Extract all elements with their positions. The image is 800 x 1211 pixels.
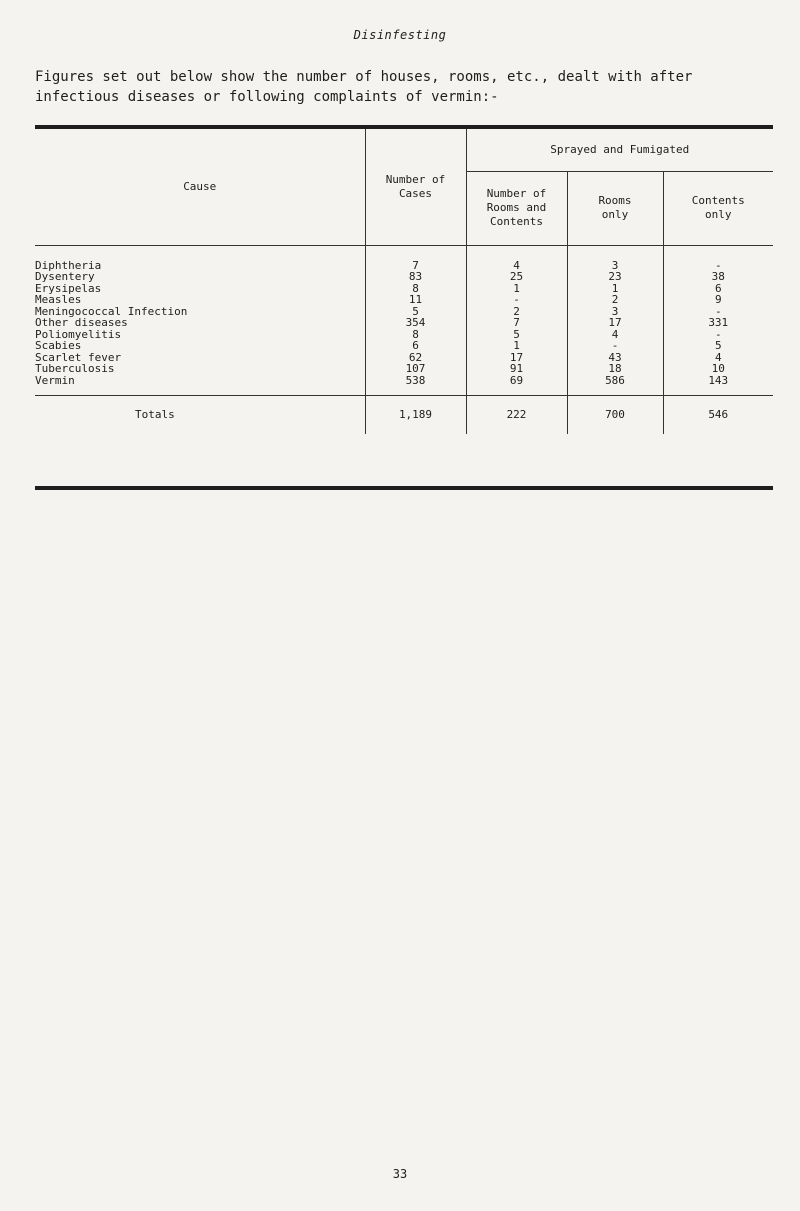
rooms-only-cell: 1: [567, 283, 663, 295]
rooms-only-cell: 2: [567, 294, 663, 306]
rooms-and-contents-cell: 2: [466, 306, 567, 318]
contents-only-cell: 143: [663, 375, 773, 387]
cause-cell: Scabies: [35, 339, 82, 352]
rooms-only-cell: 4: [567, 329, 663, 341]
contents-only-cell: -: [663, 306, 773, 318]
totals-cases: 1,189: [365, 396, 466, 435]
table-spacer-row: [35, 245, 773, 260]
rooms-and-contents-cell: 25: [466, 271, 567, 283]
header-sprayed-and-fumigated: Sprayed and Fumigated: [466, 129, 773, 171]
cases-cell: 107: [365, 363, 466, 375]
totals-row: [35, 396, 773, 435]
cases-cell: 11: [365, 294, 466, 306]
header-rooms-only: Rooms only: [567, 171, 663, 245]
rooms-only-cell: 17: [567, 317, 663, 329]
contents-only-cell: -: [663, 260, 773, 272]
contents-only-cell: 6: [663, 283, 773, 295]
table-bottom-rule: [35, 486, 773, 490]
rooms-and-contents-cell: 1: [466, 283, 567, 295]
rooms-and-contents-cell: 91: [466, 363, 567, 375]
contents-only-cell: -: [663, 329, 773, 341]
totals-contents-only: 546: [663, 396, 773, 435]
cases-cell: 354: [365, 317, 466, 329]
cases-cell: 62: [365, 352, 466, 364]
cases-cell: 7: [365, 260, 466, 272]
contents-only-cell: 9: [663, 294, 773, 306]
page-heading: Disinfesting: [353, 28, 447, 42]
intro-paragraph: Figures set out below show the number of houses, rooms, etc., dealt with after infectious diseases or following complaints of vermin:-: [35, 69, 693, 105]
table-row: [35, 306, 773, 318]
header-cause: Cause: [35, 129, 365, 245]
rooms-only-cell: 18: [567, 363, 663, 375]
rooms-and-contents-cell: -: [466, 294, 567, 306]
rooms-only-cell: 3: [567, 260, 663, 272]
contents-only-cell: 5: [663, 340, 773, 352]
table-row: [35, 283, 773, 295]
header-rooms-and-contents: Number of Rooms and Contents: [466, 171, 567, 245]
table-spacer-row: [35, 386, 773, 396]
cause-cell: Meningococcal Infection: [35, 304, 188, 318]
cause-cell: Tuberculosis: [35, 362, 115, 375]
totals-rooms-and-contents: 222: [466, 396, 567, 435]
cases-cell: 8: [365, 283, 466, 295]
rooms-only-cell: 43: [567, 352, 663, 364]
contents-only-cell: 331: [663, 317, 773, 329]
rooms-and-contents-cell: 1: [466, 340, 567, 352]
cases-cell: 6: [365, 340, 466, 352]
contents-only-cell: 38: [663, 271, 773, 283]
table-row: [35, 340, 773, 352]
totals-label: Totals: [35, 396, 365, 435]
table-row: [35, 352, 773, 364]
rooms-only-cell: 586: [567, 375, 663, 387]
cause-cell: Dysentery: [35, 270, 95, 283]
table-row: [35, 260, 773, 272]
table-row: [35, 375, 773, 387]
rooms-only-cell: -: [567, 340, 663, 352]
header-number-of-cases: Number of Cases: [365, 129, 466, 245]
table-row: [35, 329, 773, 341]
cause-cell: Measles: [35, 293, 82, 306]
cause-cell: Other diseases: [35, 316, 128, 329]
contents-only-cell: 10: [663, 363, 773, 375]
rooms-and-contents-cell: 69: [466, 375, 567, 387]
rooms-and-contents-cell: 7: [466, 317, 567, 329]
cases-cell: 538: [365, 375, 466, 387]
cause-cell: Erysipelas: [35, 281, 102, 295]
contents-only-cell: 4: [663, 352, 773, 364]
cause-cell: Vermin: [35, 373, 75, 387]
table-row: [35, 294, 773, 306]
table-row: [35, 317, 773, 329]
totals-rooms-only: 700: [567, 396, 663, 435]
table-row: [35, 363, 773, 375]
rooms-and-contents-cell: 4: [466, 260, 567, 272]
rooms-and-contents-cell: 17: [466, 352, 567, 364]
rooms-only-cell: 23: [567, 271, 663, 283]
table-row: [35, 271, 773, 283]
cases-cell: 83: [365, 271, 466, 283]
cause-cell: Poliomyelitis: [35, 327, 122, 341]
cause-cell: Diphtheria: [35, 258, 102, 272]
header-contents-only: Contents only: [663, 171, 773, 245]
cases-cell: 8: [365, 329, 466, 341]
rooms-only-cell: 3: [567, 306, 663, 318]
page-number: 33: [392, 1167, 408, 1181]
cases-cell: 5: [365, 306, 466, 318]
cause-cell: Scarlet fever: [35, 350, 122, 364]
disinfesting-table: [35, 129, 773, 434]
rooms-and-contents-cell: 5: [466, 329, 567, 341]
